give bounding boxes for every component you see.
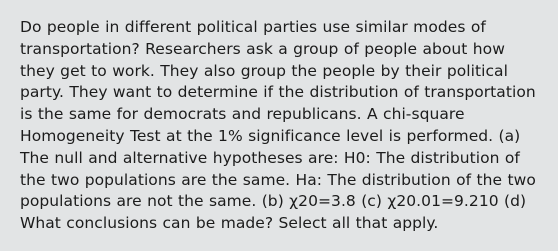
question-text: Do people in different political parties use similar modes of transportation? Researchers ask a group of people about how they get to work. They also group the people by their political party. They want to determine if the distribution of transportation is the same for democrats and republicans. A chi-square Homogeneity Test at the 1% significance level is performed. (a) The null and alternative hypotheses are: H0: The distribution of the two populations are the same. Ha: The distribution of the two populations are not the same. (b) χ20=3.8 (c) χ20.01=9.210 (d) What conclusions can be made? Select all that apply. [20, 18, 536, 233]
